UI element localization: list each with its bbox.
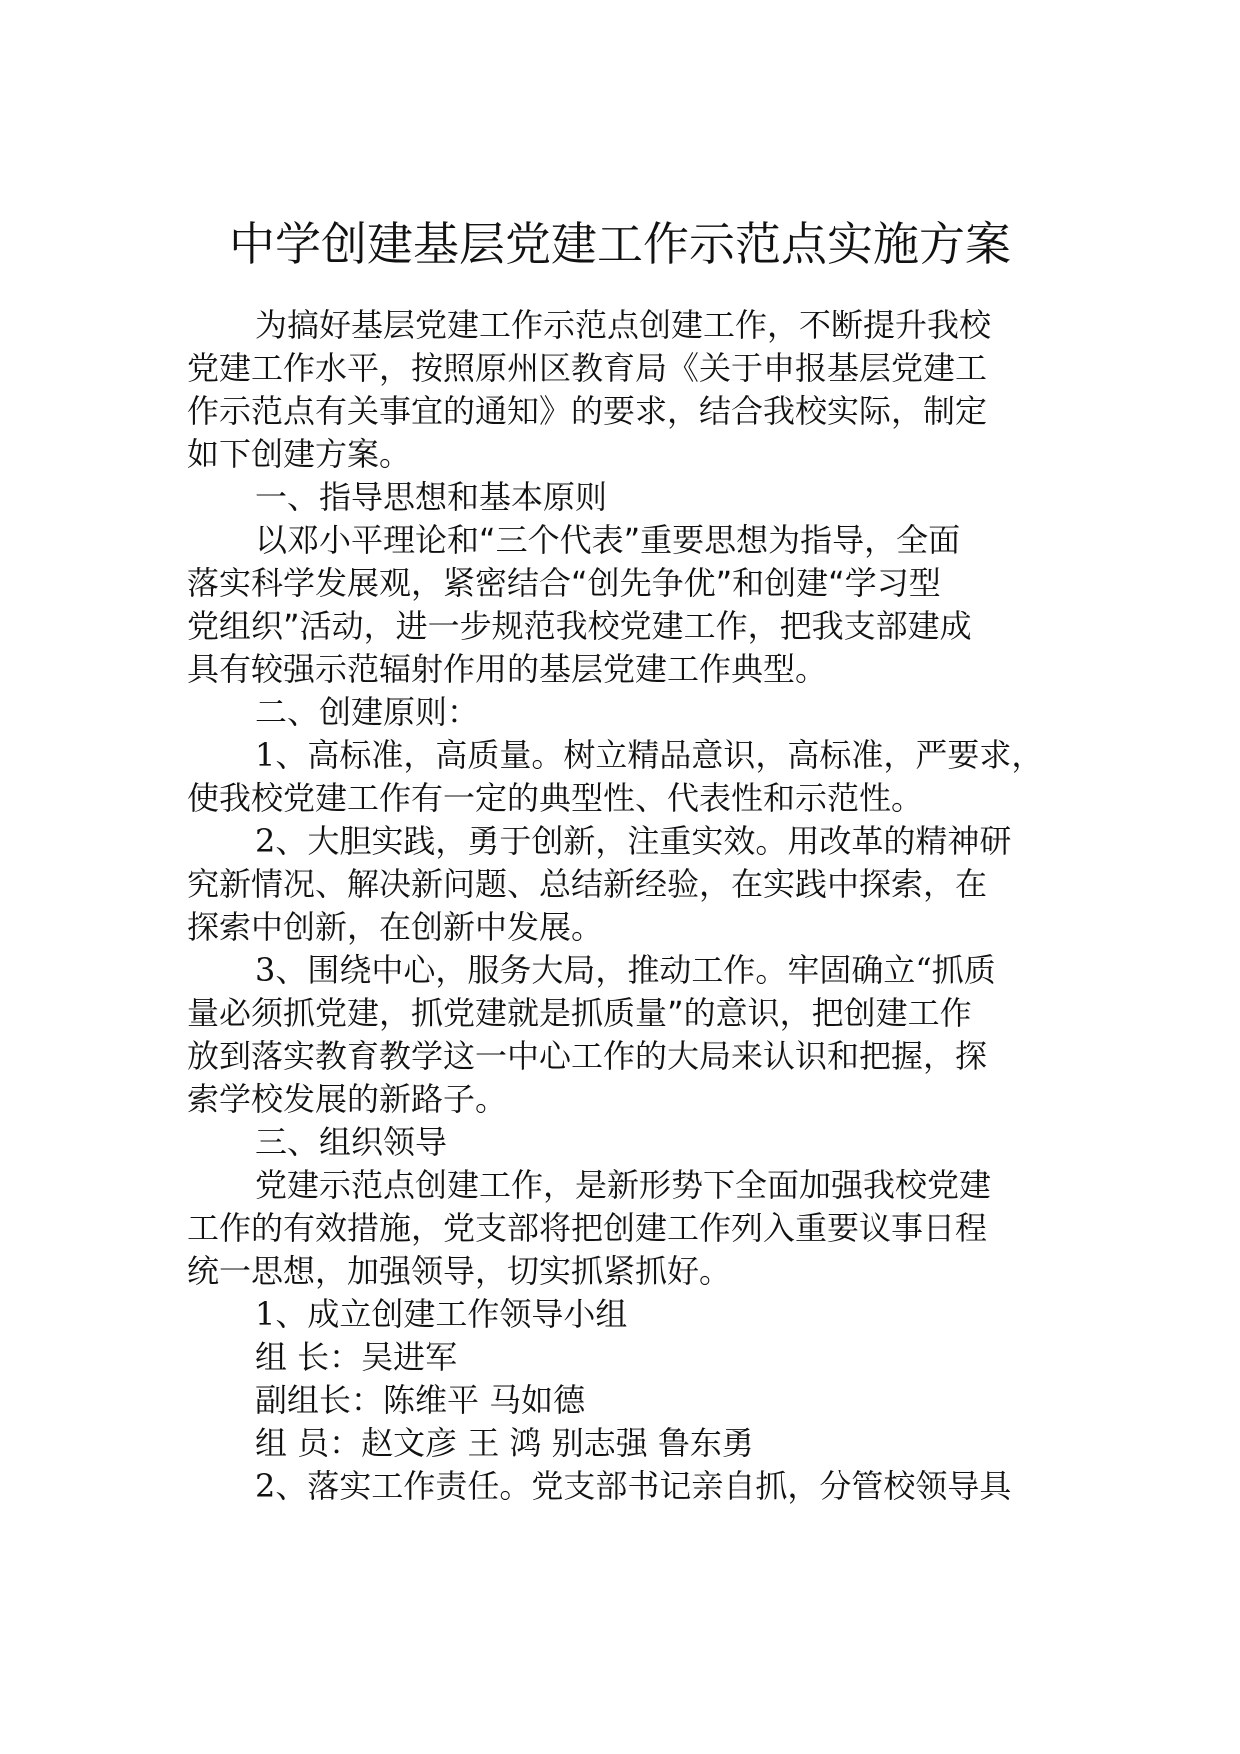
paragraph-line: 工作的有效措施，党支部将把创建工作列入重要议事日程 bbox=[187, 1209, 988, 1247]
paragraph-line: 使我校党建工作有一定的典型性、代表性和示范性。 bbox=[187, 779, 924, 817]
roster-line: 副组长：陈维平 马如德 bbox=[255, 1381, 586, 1419]
roster-line: 组 长：吴进军 bbox=[255, 1338, 458, 1376]
document-title: 中学创建基层党建工作示范点实施方案 bbox=[229, 217, 1011, 271]
paragraph-line: 究新情况、解决新问题、总结新经验，在实践中探索，在 bbox=[187, 865, 988, 903]
paragraph-line: 党组织”活动，进一步规范我校党建工作，把我支部建成 bbox=[187, 607, 972, 645]
paragraph-line: 党建工作水平，按照原州区教育局《关于申报基层党建工 bbox=[187, 349, 988, 387]
paragraph-line: 统一思想，加强领导，切实抓紧抓好。 bbox=[187, 1252, 732, 1290]
paragraph-line: 放到落实教育教学这一中心工作的大局来认识和把握，探 bbox=[187, 1037, 988, 1075]
roster-line: 组 员：赵文彦 王 鸿 别志强 鲁东勇 bbox=[255, 1424, 754, 1462]
paragraph-line: 探索中创新，在创新中发展。 bbox=[187, 908, 604, 946]
paragraph-line: 索学校发展的新路子。 bbox=[187, 1080, 508, 1118]
section-heading: 一、指导思想和基本原则 bbox=[255, 478, 608, 516]
paragraph-line: 落实科学发展观，紧密结合“创先争优”和创建“学习型 bbox=[187, 564, 941, 602]
paragraph-line: 如下创建方案。 bbox=[187, 435, 412, 473]
paragraph-line: 为搞好基层党建工作示范点创建工作，不断提升我校 bbox=[255, 306, 992, 344]
paragraph-line: 具有较强示范辐射作用的基层党建工作典型。 bbox=[187, 650, 828, 688]
paragraph-line: 作示范点有关事宜的通知》的要求，结合我校实际，制定 bbox=[187, 392, 988, 430]
list-item: 1、成立创建工作领导小组 bbox=[255, 1295, 628, 1333]
list-item: 1、高标准，高质量。树立精品意识，高标准，严要求， bbox=[255, 736, 1044, 774]
list-item: 2、落实工作责任。党支部书记亲自抓，分管校领导具 bbox=[255, 1467, 1012, 1505]
list-item: 2、大胆实践，勇于创新，注重实效。用改革的精神研 bbox=[255, 822, 1012, 860]
paragraph-line: 以邓小平理论和“三个代表”重要思想为指导，全面 bbox=[255, 521, 961, 559]
section-heading: 三、组织领导 bbox=[255, 1123, 448, 1161]
paragraph-line: 量必须抓党建，抓党建就是抓质量”的意识，把创建工作 bbox=[187, 994, 972, 1032]
section-heading: 二、创建原则： bbox=[255, 693, 480, 731]
list-item: 3、围绕中心，服务大局，推动工作。牢固确立“抓质 bbox=[255, 951, 996, 989]
paragraph-line: 党建示范点创建工作，是新形势下全面加强我校党建 bbox=[255, 1166, 992, 1204]
